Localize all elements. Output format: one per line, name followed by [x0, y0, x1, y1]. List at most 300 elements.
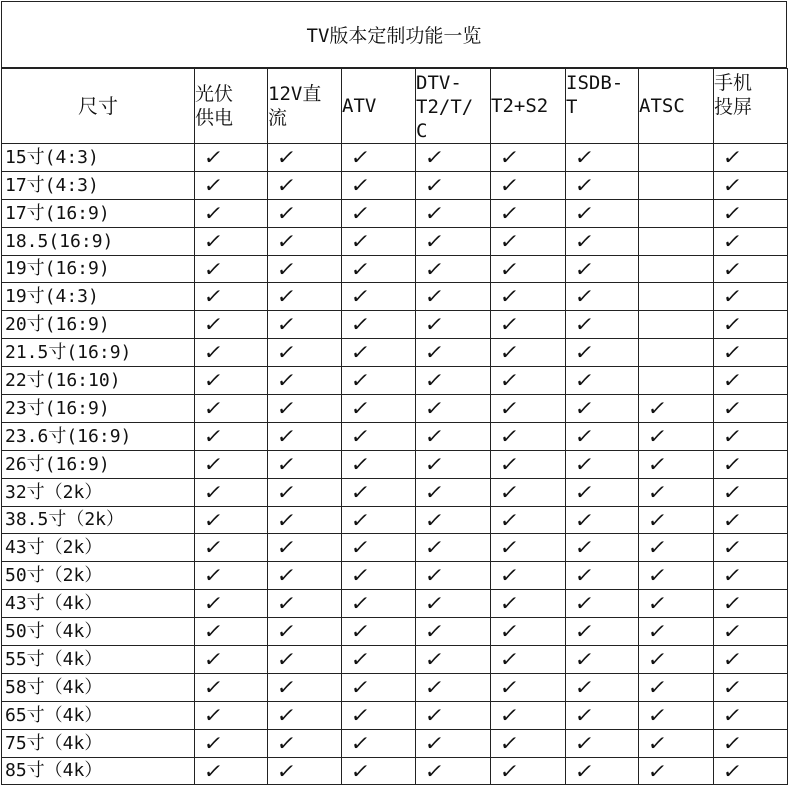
checkmark-icon: ✓ — [573, 479, 596, 504]
size-cell: 18.5(16:9) — [2, 227, 195, 255]
checkmark-icon: ✓ — [202, 200, 225, 225]
feature-cell-isdbt — [566, 227, 639, 255]
feature-cell-dtv — [416, 590, 491, 618]
feature-cell-isdbt — [566, 646, 639, 674]
feature-cell-dc12v — [268, 171, 342, 199]
checkmark-icon: ✓ — [202, 256, 225, 281]
checkmark-icon: ✓ — [646, 535, 669, 560]
checkmark-icon: ✓ — [423, 535, 446, 560]
size-cell: 23寸(16:9) — [2, 395, 195, 423]
feature-cell-solar — [195, 339, 268, 367]
checkmark-icon: ✓ — [573, 172, 596, 197]
feature-cell-dc12v — [268, 450, 342, 478]
feature-cell-atsc — [639, 422, 714, 450]
checkmark-icon: ✓ — [349, 312, 372, 337]
feature-cell-t2s2 — [491, 339, 566, 367]
feature-cell-t2s2 — [491, 144, 566, 172]
feature-cell-atv — [342, 367, 416, 395]
checkmark-icon: ✓ — [349, 619, 372, 644]
feature-cell-atsc — [639, 339, 714, 367]
size-cell: 17寸(16:9) — [2, 199, 195, 227]
feature-cell-atv — [342, 227, 416, 255]
feature-cell-t2s2 — [491, 395, 566, 423]
checkmark-icon: ✓ — [498, 423, 521, 448]
feature-cell-atv — [342, 618, 416, 646]
feature-cell-isdbt — [566, 422, 639, 450]
feature-cell-dtv — [416, 255, 491, 283]
feature-cell-isdbt — [566, 339, 639, 367]
table-row — [2, 729, 788, 757]
size-cell: 15寸(4:3) — [2, 144, 195, 172]
feature-cell-dc12v — [268, 255, 342, 283]
checkmark-icon: ✓ — [349, 591, 372, 616]
feature-cell-cast — [714, 395, 788, 423]
feature-cell-cast — [714, 227, 788, 255]
feature-cell-isdbt — [566, 199, 639, 227]
checkmark-icon: ✓ — [721, 507, 744, 532]
checkmark-icon: ✓ — [349, 396, 372, 421]
checkmark-icon: ✓ — [423, 758, 446, 783]
checkmark-icon: ✓ — [498, 758, 521, 783]
feature-cell-t2s2 — [491, 422, 566, 450]
feature-cell-atsc — [639, 227, 714, 255]
checkmark-icon: ✓ — [423, 591, 446, 616]
checkmark-icon: ✓ — [202, 423, 225, 448]
checkmark-icon: ✓ — [498, 368, 521, 393]
checkmark-icon: ✓ — [721, 284, 744, 309]
checkmark-icon: ✓ — [423, 702, 446, 727]
checkmark-icon: ✓ — [423, 619, 446, 644]
feature-cell-atv — [342, 171, 416, 199]
feature-cell-atsc — [639, 506, 714, 534]
feature-cell-atsc — [639, 673, 714, 701]
feature-cell-atv — [342, 395, 416, 423]
feature-cell-t2s2 — [491, 646, 566, 674]
feature-cell-dc12v — [268, 422, 342, 450]
checkmark-icon: ✓ — [202, 228, 225, 253]
feature-cell-solar — [195, 311, 268, 339]
feature-cell-atv — [342, 757, 416, 785]
checkmark-icon: ✓ — [646, 451, 669, 476]
table-row — [2, 339, 788, 367]
feature-cell-t2s2 — [491, 367, 566, 395]
feature-cell-dc12v — [268, 618, 342, 646]
checkmark-icon: ✓ — [721, 368, 744, 393]
feature-cell-t2s2 — [491, 673, 566, 701]
checkmark-icon: ✓ — [646, 423, 669, 448]
feature-cell-dtv — [416, 395, 491, 423]
feature-cell-dtv — [416, 534, 491, 562]
feature-cell-dtv — [416, 339, 491, 367]
feature-cell-dc12v — [268, 729, 342, 757]
checkmark-icon: ✓ — [646, 479, 669, 504]
checkmark-icon: ✓ — [349, 340, 372, 365]
checkmark-icon: ✓ — [721, 674, 744, 699]
feature-cell-cast — [714, 199, 788, 227]
table-row — [2, 255, 788, 283]
checkmark-icon: ✓ — [646, 591, 669, 616]
feature-cell-atv — [342, 422, 416, 450]
table-row — [2, 618, 788, 646]
feature-cell-isdbt — [566, 367, 639, 395]
feature-cell-solar — [195, 422, 268, 450]
feature-cell-t2s2 — [491, 450, 566, 478]
table-row — [2, 757, 788, 785]
checkmark-icon: ✓ — [275, 479, 298, 504]
feature-cell-isdbt — [566, 701, 639, 729]
checkmark-icon: ✓ — [202, 145, 225, 169]
checkmark-icon: ✓ — [498, 730, 521, 755]
checkmark-icon: ✓ — [202, 619, 225, 644]
checkmark-icon: ✓ — [573, 228, 596, 253]
checkmark-icon: ✓ — [498, 200, 521, 225]
sheet-title: TV版本定制功能一览 — [1, 1, 787, 68]
checkmark-icon: ✓ — [498, 228, 521, 253]
checkmark-icon: ✓ — [721, 256, 744, 281]
checkmark-icon: ✓ — [573, 200, 596, 225]
feature-cell-atsc — [639, 367, 714, 395]
feature-cell-dc12v — [268, 646, 342, 674]
checkmark-icon: ✓ — [573, 619, 596, 644]
feature-cell-t2s2 — [491, 562, 566, 590]
checkmark-icon: ✓ — [721, 702, 744, 727]
feature-cell-dc12v — [268, 590, 342, 618]
checkmark-icon: ✓ — [573, 368, 596, 393]
feature-cell-solar — [195, 199, 268, 227]
checkmark-icon: ✓ — [423, 284, 446, 309]
checkmark-icon: ✓ — [202, 507, 225, 532]
checkmark-icon: ✓ — [275, 312, 298, 337]
size-cell: 43寸（2k） — [2, 534, 195, 562]
checkmark-icon: ✓ — [202, 368, 225, 393]
checkmark-icon: ✓ — [275, 340, 298, 365]
table-row — [2, 506, 788, 534]
feature-cell-atsc — [639, 729, 714, 757]
feature-cell-dtv — [416, 562, 491, 590]
feature-cell-cast — [714, 171, 788, 199]
feature-cell-dc12v — [268, 506, 342, 534]
checkmark-icon: ✓ — [498, 702, 521, 727]
checkmark-icon: ✓ — [573, 702, 596, 727]
feature-cell-isdbt — [566, 757, 639, 785]
checkmark-icon: ✓ — [275, 172, 298, 197]
size-cell: 22寸(16:10) — [2, 367, 195, 395]
checkmark-icon: ✓ — [423, 340, 446, 365]
checkmark-icon: ✓ — [202, 284, 225, 309]
column-header-dc12v: 12V直 流 — [268, 69, 342, 144]
checkmark-icon: ✓ — [349, 479, 372, 504]
feature-cell-cast — [714, 673, 788, 701]
checkmark-icon: ✓ — [349, 256, 372, 281]
checkmark-icon: ✓ — [646, 702, 669, 727]
feature-cell-solar — [195, 562, 268, 590]
column-header-atv: ATV — [342, 69, 416, 144]
checkmark-icon: ✓ — [573, 340, 596, 365]
checkmark-icon: ✓ — [498, 172, 521, 197]
table-row — [2, 534, 788, 562]
feature-cell-cast — [714, 618, 788, 646]
size-cell: 85寸（4k） — [2, 757, 195, 785]
checkmark-icon: ✓ — [573, 591, 596, 616]
feature-cell-dc12v — [268, 701, 342, 729]
checkmark-icon: ✓ — [721, 535, 744, 560]
feature-cell-isdbt — [566, 255, 639, 283]
feature-cell-atv — [342, 562, 416, 590]
feature-cell-solar — [195, 227, 268, 255]
checkmark-icon: ✓ — [498, 256, 521, 281]
table-row — [2, 395, 788, 423]
checkmark-icon: ✓ — [498, 674, 521, 699]
feature-cell-solar — [195, 618, 268, 646]
feature-cell-atv — [342, 144, 416, 172]
checkmark-icon: ✓ — [573, 674, 596, 699]
checkmark-icon: ✓ — [275, 758, 298, 783]
checkmark-icon: ✓ — [275, 730, 298, 755]
table-row — [2, 478, 788, 506]
feature-cell-solar — [195, 701, 268, 729]
feature-cell-atv — [342, 534, 416, 562]
checkmark-icon: ✓ — [423, 674, 446, 699]
checkmark-icon: ✓ — [349, 423, 372, 448]
checkmark-icon: ✓ — [721, 591, 744, 616]
checkmark-icon: ✓ — [498, 145, 521, 169]
checkmark-icon: ✓ — [646, 730, 669, 755]
feature-cell-atsc — [639, 395, 714, 423]
size-cell: 23.6寸(16:9) — [2, 422, 195, 450]
feature-cell-solar — [195, 367, 268, 395]
checkmark-icon: ✓ — [423, 145, 446, 169]
checkmark-icon: ✓ — [202, 758, 225, 783]
feature-cell-solar — [195, 673, 268, 701]
feature-cell-atsc — [639, 701, 714, 729]
feature-cell-dtv — [416, 646, 491, 674]
feature-cell-atsc — [639, 590, 714, 618]
feature-cell-atv — [342, 478, 416, 506]
checkmark-icon: ✓ — [275, 535, 298, 560]
table-row — [2, 422, 788, 450]
checkmark-icon: ✓ — [423, 256, 446, 281]
feature-cell-dtv — [416, 673, 491, 701]
checkmark-icon: ✓ — [202, 591, 225, 616]
checkmark-icon: ✓ — [646, 396, 669, 421]
feature-cell-t2s2 — [491, 506, 566, 534]
feature-cell-solar — [195, 478, 268, 506]
feature-cell-isdbt — [566, 450, 639, 478]
checkmark-icon: ✓ — [202, 730, 225, 755]
feature-cell-atsc — [639, 311, 714, 339]
checkmark-icon: ✓ — [275, 396, 298, 421]
table-row — [2, 590, 788, 618]
feature-cell-atv — [342, 701, 416, 729]
checkmark-icon: ✓ — [646, 563, 669, 588]
checkmark-icon: ✓ — [721, 145, 744, 169]
feature-cell-cast — [714, 255, 788, 283]
checkmark-icon: ✓ — [202, 396, 225, 421]
checkmark-icon: ✓ — [349, 563, 372, 588]
checkmark-icon: ✓ — [498, 619, 521, 644]
size-cell: 58寸（4k） — [2, 673, 195, 701]
feature-cell-atv — [342, 590, 416, 618]
size-cell: 21.5寸(16:9) — [2, 339, 195, 367]
feature-cell-isdbt — [566, 395, 639, 423]
feature-cell-atv — [342, 311, 416, 339]
feature-cell-cast — [714, 367, 788, 395]
column-header-cast: 手机 投屏 — [714, 69, 788, 144]
checkmark-icon: ✓ — [498, 340, 521, 365]
checkmark-icon: ✓ — [573, 284, 596, 309]
checkmark-icon: ✓ — [275, 451, 298, 476]
feature-cell-dtv — [416, 701, 491, 729]
checkmark-icon: ✓ — [498, 563, 521, 588]
checkmark-icon: ✓ — [646, 647, 669, 672]
feature-cell-dc12v — [268, 227, 342, 255]
table-body — [2, 144, 788, 785]
feature-cell-dtv — [416, 199, 491, 227]
checkmark-icon: ✓ — [573, 730, 596, 755]
feature-cell-isdbt — [566, 618, 639, 646]
feature-cell-solar — [195, 757, 268, 785]
checkmark-icon: ✓ — [423, 423, 446, 448]
checkmark-icon: ✓ — [275, 284, 298, 309]
checkmark-icon: ✓ — [349, 368, 372, 393]
checkmark-icon: ✓ — [721, 758, 744, 783]
checkmark-icon: ✓ — [349, 730, 372, 755]
feature-cell-dc12v — [268, 199, 342, 227]
feature-cell-isdbt — [566, 673, 639, 701]
feature-cell-dtv — [416, 618, 491, 646]
checkmark-icon: ✓ — [573, 758, 596, 783]
feature-cell-cast — [714, 534, 788, 562]
checkmark-icon: ✓ — [349, 145, 372, 169]
feature-cell-atv — [342, 729, 416, 757]
table-row — [2, 450, 788, 478]
checkmark-icon: ✓ — [349, 200, 372, 225]
feature-cell-isdbt — [566, 534, 639, 562]
checkmark-icon: ✓ — [721, 730, 744, 755]
checkmark-icon: ✓ — [202, 674, 225, 699]
checkmark-icon: ✓ — [349, 284, 372, 309]
feature-cell-atsc — [639, 171, 714, 199]
feature-cell-atsc — [639, 562, 714, 590]
checkmark-icon: ✓ — [202, 479, 225, 504]
feature-cell-dc12v — [268, 534, 342, 562]
checkmark-icon: ✓ — [573, 145, 596, 169]
checkmark-icon: ✓ — [275, 368, 298, 393]
feature-cell-dtv — [416, 283, 491, 311]
checkmark-icon: ✓ — [349, 172, 372, 197]
feature-cell-dc12v — [268, 144, 342, 172]
checkmark-icon: ✓ — [202, 451, 225, 476]
feature-cell-t2s2 — [491, 283, 566, 311]
feature-cell-dc12v — [268, 757, 342, 785]
table-row — [2, 673, 788, 701]
feature-cell-isdbt — [566, 144, 639, 172]
checkmark-icon: ✓ — [275, 423, 298, 448]
feature-cell-atv — [342, 506, 416, 534]
size-cell: 26寸(16:9) — [2, 450, 195, 478]
feature-cell-dc12v — [268, 283, 342, 311]
checkmark-icon: ✓ — [423, 647, 446, 672]
checkmark-icon: ✓ — [202, 340, 225, 365]
feature-cell-isdbt — [566, 729, 639, 757]
checkmark-icon: ✓ — [721, 619, 744, 644]
checkmark-icon: ✓ — [573, 423, 596, 448]
checkmark-icon: ✓ — [573, 312, 596, 337]
feature-cell-cast — [714, 506, 788, 534]
checkmark-icon: ✓ — [498, 451, 521, 476]
table-row — [2, 367, 788, 395]
checkmark-icon: ✓ — [498, 507, 521, 532]
feature-cell-t2s2 — [491, 618, 566, 646]
feature-cell-t2s2 — [491, 478, 566, 506]
checkmark-icon: ✓ — [349, 758, 372, 783]
size-cell: 50寸（4k） — [2, 618, 195, 646]
checkmark-icon: ✓ — [721, 647, 744, 672]
feature-cell-isdbt — [566, 171, 639, 199]
checkmark-icon: ✓ — [721, 563, 744, 588]
feature-cell-solar — [195, 144, 268, 172]
checkmark-icon: ✓ — [275, 507, 298, 532]
table-row — [2, 227, 788, 255]
table-row — [2, 701, 788, 729]
feature-cell-dtv — [416, 311, 491, 339]
feature-cell-isdbt — [566, 506, 639, 534]
size-cell: 38.5寸（2k） — [2, 506, 195, 534]
checkmark-icon: ✓ — [202, 563, 225, 588]
feature-cell-dtv — [416, 367, 491, 395]
feature-cell-cast — [714, 729, 788, 757]
checkmark-icon: ✓ — [275, 256, 298, 281]
size-cell: 55寸（4k） — [2, 646, 195, 674]
feature-cell-dtv — [416, 757, 491, 785]
feature-cell-atsc — [639, 199, 714, 227]
feature-cell-cast — [714, 646, 788, 674]
checkmark-icon: ✓ — [721, 396, 744, 421]
checkmark-icon: ✓ — [423, 730, 446, 755]
checkmark-icon: ✓ — [423, 507, 446, 532]
feature-cell-t2s2 — [491, 590, 566, 618]
checkmark-icon: ✓ — [275, 591, 298, 616]
feature-cell-atsc — [639, 478, 714, 506]
checkmark-icon: ✓ — [423, 368, 446, 393]
feature-cell-dtv — [416, 506, 491, 534]
feature-cell-t2s2 — [491, 171, 566, 199]
size-cell: 17寸(4:3) — [2, 171, 195, 199]
checkmark-icon: ✓ — [573, 535, 596, 560]
size-cell: 19寸(16:9) — [2, 255, 195, 283]
size-cell: 65寸（4k） — [2, 701, 195, 729]
checkmark-icon: ✓ — [349, 451, 372, 476]
table-row — [2, 171, 788, 199]
checkmark-icon: ✓ — [349, 507, 372, 532]
feature-cell-cast — [714, 422, 788, 450]
feature-cell-cast — [714, 144, 788, 172]
feature-cell-dc12v — [268, 673, 342, 701]
checkmark-icon: ✓ — [646, 758, 669, 783]
feature-cell-cast — [714, 478, 788, 506]
feature-cell-cast — [714, 339, 788, 367]
feature-cell-solar — [195, 729, 268, 757]
checkmark-icon: ✓ — [275, 200, 298, 225]
size-cell: 75寸（4k） — [2, 729, 195, 757]
checkmark-icon: ✓ — [423, 479, 446, 504]
feature-cell-t2s2 — [491, 701, 566, 729]
checkmark-icon: ✓ — [275, 647, 298, 672]
checkmark-icon: ✓ — [275, 145, 298, 169]
feature-cell-atv — [342, 339, 416, 367]
feature-cell-solar — [195, 283, 268, 311]
checkmark-icon: ✓ — [498, 647, 521, 672]
